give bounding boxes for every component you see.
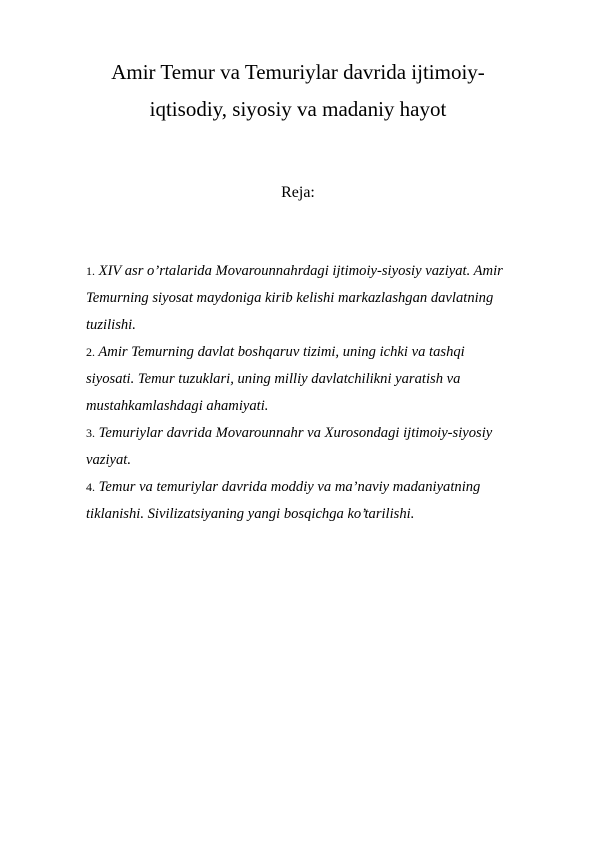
plan-item-text: Temuriylar davrida Movarounnahr va Xurosondagi ijtimoiy-siyosiy xyxy=(98,425,493,441)
plan-item-1 xyxy=(86,258,556,339)
title-line-2: iqtisodiy, siyosiy va madaniy hayot xyxy=(149,97,447,121)
plan-item-3-line-2: vaziyat. xyxy=(86,452,131,468)
plan-item-number: 2. xyxy=(86,345,95,359)
plan-item-3 xyxy=(86,420,556,474)
plan-item-2-line-1 xyxy=(86,339,556,366)
plan-item-4 xyxy=(86,474,556,528)
plan-item-1-line-2: Temurning siyosat maydoniga kirib kelishi markazlashgan davlatning xyxy=(86,290,494,306)
plan-item-2-line-3: mustahkamlashdagi ahamiyati. xyxy=(86,398,269,414)
plan-item-1-line-3: tuzilishi. xyxy=(86,317,136,333)
plan-heading: Reja: xyxy=(281,184,315,201)
plan-list xyxy=(86,258,556,528)
plan-item-2 xyxy=(86,339,556,420)
plan-item-4-line-1 xyxy=(86,474,556,501)
plan-item-4-line-2: tiklanishi. Sivilizatsiyaning yangi bosqichga ko’tarilishi. xyxy=(86,506,415,522)
plan-item-1-line-1 xyxy=(86,258,556,285)
plan-item-text: Temur va temuriylar davrida moddiy va ma’naviy madaniyatning xyxy=(98,479,481,495)
plan-item-number: 3. xyxy=(86,426,95,440)
document-title xyxy=(60,54,536,128)
title-line-1: Amir Temur va Temuriylar davrida ijtimoiy- xyxy=(111,60,485,84)
plan-item-2-line-2: siyosati. Temur tuzuklari, uning milliy davlatchilikni yaratish va xyxy=(86,371,461,387)
plan-item-number: 1. xyxy=(86,264,95,278)
plan-item-number: 4. xyxy=(86,480,95,494)
plan-item-text: XIV asr o’rtalarida Movarounnahrdagi ijtimoiy-siyosiy vaziyat. Amir xyxy=(98,263,503,279)
plan-item-text: Amir Temurning davlat boshqaruv tizimi, uning ichki va tashqi xyxy=(98,344,465,360)
plan-item-3-line-1 xyxy=(86,420,556,447)
